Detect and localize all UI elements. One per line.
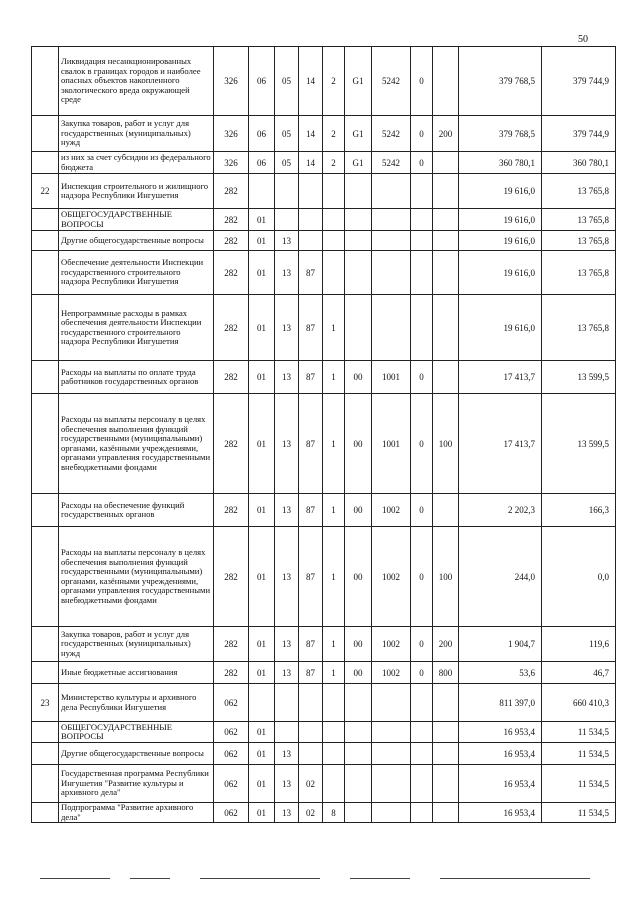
amount-executed: 13 599,5 bbox=[542, 361, 616, 394]
code-cell bbox=[433, 152, 459, 174]
row-number bbox=[32, 765, 59, 803]
code-cell: 01 bbox=[249, 231, 275, 251]
code-cell: 326 bbox=[214, 47, 249, 116]
table-row bbox=[32, 231, 616, 251]
code-cell bbox=[372, 765, 411, 803]
code-cell: 01 bbox=[249, 394, 275, 494]
code-cell bbox=[433, 209, 459, 231]
code-cell: 14 bbox=[299, 116, 323, 152]
code-cell: 00 bbox=[345, 361, 372, 394]
item-name: ОБЩЕГОСУДАРСТВЕННЫЕ ВОПРОСЫ bbox=[59, 722, 214, 743]
code-cell bbox=[433, 743, 459, 765]
footer-line bbox=[40, 878, 110, 879]
code-cell: 2 bbox=[323, 152, 345, 174]
code-cell: 326 bbox=[214, 116, 249, 152]
code-cell: 0 bbox=[411, 47, 433, 116]
table-row bbox=[32, 803, 616, 823]
code-cell: 00 bbox=[345, 394, 372, 494]
table-row bbox=[32, 684, 616, 722]
code-cell bbox=[433, 361, 459, 394]
row-number: 22 bbox=[32, 174, 59, 209]
item-name: ОБЩЕГОСУДАРСТВЕННЫЕ ВОПРОСЫ bbox=[59, 209, 214, 231]
code-cell: 200 bbox=[433, 116, 459, 152]
row-number bbox=[32, 209, 59, 231]
code-cell: 01 bbox=[249, 251, 275, 295]
code-cell: 00 bbox=[345, 494, 372, 527]
code-cell: 0 bbox=[411, 494, 433, 527]
code-cell bbox=[345, 803, 372, 823]
code-cell: 01 bbox=[249, 361, 275, 394]
code-cell: 800 bbox=[433, 662, 459, 684]
code-cell: 13 bbox=[275, 527, 299, 627]
code-cell bbox=[433, 684, 459, 722]
amount-executed: 379 744,9 bbox=[542, 116, 616, 152]
row-number bbox=[32, 527, 59, 627]
amount-executed: 13 599,5 bbox=[542, 394, 616, 494]
amount-planned: 19 616,0 bbox=[459, 251, 542, 295]
code-cell bbox=[323, 251, 345, 295]
code-cell: 5242 bbox=[372, 152, 411, 174]
amount-planned: 811 397,0 bbox=[459, 684, 542, 722]
code-cell: 01 bbox=[249, 765, 275, 803]
code-cell bbox=[433, 803, 459, 823]
code-cell: 1 bbox=[323, 494, 345, 527]
code-cell: 326 bbox=[214, 152, 249, 174]
code-cell: 01 bbox=[249, 722, 275, 743]
item-name: Подпрограмма "Развитие архивного дела" bbox=[59, 803, 214, 823]
code-cell bbox=[299, 743, 323, 765]
code-cell bbox=[433, 494, 459, 527]
amount-planned: 244,0 bbox=[459, 527, 542, 627]
code-cell: 062 bbox=[214, 684, 249, 722]
code-cell: 01 bbox=[249, 803, 275, 823]
code-cell bbox=[433, 231, 459, 251]
footer-line bbox=[440, 878, 590, 879]
item-name: из них за счет субсидии из федерального бюджета bbox=[59, 152, 214, 174]
code-cell: G1 bbox=[345, 116, 372, 152]
code-cell: 0 bbox=[411, 627, 433, 662]
row-number bbox=[32, 47, 59, 116]
code-cell bbox=[411, 174, 433, 209]
code-cell: 8 bbox=[323, 803, 345, 823]
row-number bbox=[32, 116, 59, 152]
item-name: Закупка товаров, работ и услуг для государственных (муниципальных) нужд bbox=[59, 627, 214, 662]
table-row bbox=[32, 295, 616, 361]
amount-planned: 53,6 bbox=[459, 662, 542, 684]
table-row bbox=[32, 152, 616, 174]
amount-planned: 16 953,4 bbox=[459, 722, 542, 743]
amount-planned: 16 953,4 bbox=[459, 765, 542, 803]
code-cell: 1 bbox=[323, 662, 345, 684]
code-cell: 13 bbox=[275, 251, 299, 295]
code-cell: 1001 bbox=[372, 394, 411, 494]
code-cell: 87 bbox=[299, 627, 323, 662]
item-name: Иные бюджетные ассигнования bbox=[59, 662, 214, 684]
code-cell: 282 bbox=[214, 361, 249, 394]
row-number bbox=[32, 295, 59, 361]
amount-executed: 11 534,5 bbox=[542, 803, 616, 823]
code-cell: 100 bbox=[433, 394, 459, 494]
code-cell bbox=[345, 174, 372, 209]
code-cell: 5242 bbox=[372, 116, 411, 152]
amount-planned: 360 780,1 bbox=[459, 152, 542, 174]
code-cell: 5242 bbox=[372, 47, 411, 116]
code-cell bbox=[323, 743, 345, 765]
table-row bbox=[32, 361, 616, 394]
code-cell: 13 bbox=[275, 627, 299, 662]
amount-planned: 16 953,4 bbox=[459, 803, 542, 823]
code-cell: 0 bbox=[411, 527, 433, 627]
code-cell bbox=[323, 722, 345, 743]
amount-executed: 13 765,8 bbox=[542, 209, 616, 231]
code-cell: 100 bbox=[433, 527, 459, 627]
code-cell bbox=[323, 684, 345, 722]
row-number bbox=[32, 722, 59, 743]
row-number bbox=[32, 803, 59, 823]
amount-planned: 2 202,3 bbox=[459, 494, 542, 527]
code-cell: 13 bbox=[275, 231, 299, 251]
item-name: Расходы на обеспечение функций государственных органов bbox=[59, 494, 214, 527]
code-cell: 0 bbox=[411, 394, 433, 494]
code-cell: 062 bbox=[214, 743, 249, 765]
code-cell: 13 bbox=[275, 743, 299, 765]
amount-executed: 360 780,1 bbox=[542, 152, 616, 174]
code-cell bbox=[345, 251, 372, 295]
code-cell: 1002 bbox=[372, 494, 411, 527]
code-cell bbox=[372, 231, 411, 251]
code-cell bbox=[323, 231, 345, 251]
amount-planned: 379 768,5 bbox=[459, 47, 542, 116]
item-name: Инспекция строительного и жилищного надзора Республики Ингушетия bbox=[59, 174, 214, 209]
code-cell: 13 bbox=[275, 803, 299, 823]
code-cell: 01 bbox=[249, 662, 275, 684]
code-cell bbox=[411, 209, 433, 231]
code-cell bbox=[372, 295, 411, 361]
amount-executed: 119,6 bbox=[542, 627, 616, 662]
code-cell: 282 bbox=[214, 494, 249, 527]
code-cell bbox=[433, 295, 459, 361]
code-cell: 13 bbox=[275, 662, 299, 684]
footer-line bbox=[200, 878, 320, 879]
amount-executed: 0,0 bbox=[542, 527, 616, 627]
code-cell bbox=[299, 209, 323, 231]
amount-executed: 11 534,5 bbox=[542, 722, 616, 743]
code-cell bbox=[275, 174, 299, 209]
amount-executed: 11 534,5 bbox=[542, 765, 616, 803]
code-cell: 282 bbox=[214, 295, 249, 361]
code-cell: 062 bbox=[214, 765, 249, 803]
code-cell: 02 bbox=[299, 765, 323, 803]
code-cell: 13 bbox=[275, 394, 299, 494]
code-cell bbox=[433, 174, 459, 209]
amount-executed: 11 534,5 bbox=[542, 743, 616, 765]
code-cell: 0 bbox=[411, 152, 433, 174]
code-cell: 13 bbox=[275, 295, 299, 361]
code-cell: 14 bbox=[299, 152, 323, 174]
code-cell: 062 bbox=[214, 803, 249, 823]
code-cell: 01 bbox=[249, 295, 275, 361]
code-cell: 87 bbox=[299, 251, 323, 295]
code-cell bbox=[372, 174, 411, 209]
row-number bbox=[32, 251, 59, 295]
code-cell: 062 bbox=[214, 722, 249, 743]
code-cell bbox=[411, 251, 433, 295]
amount-planned: 17 413,7 bbox=[459, 394, 542, 494]
code-cell: 87 bbox=[299, 361, 323, 394]
code-cell bbox=[299, 722, 323, 743]
code-cell bbox=[411, 684, 433, 722]
code-cell bbox=[249, 684, 275, 722]
code-cell bbox=[372, 722, 411, 743]
code-cell: 01 bbox=[249, 494, 275, 527]
item-name: Обеспечение деятельности Инспекции государственного строительного надзора Республики Ингушетия bbox=[59, 251, 214, 295]
code-cell bbox=[372, 803, 411, 823]
row-number bbox=[32, 627, 59, 662]
code-cell: 05 bbox=[275, 152, 299, 174]
code-cell bbox=[345, 209, 372, 231]
table-row bbox=[32, 722, 616, 743]
row-number bbox=[32, 743, 59, 765]
code-cell: 282 bbox=[214, 174, 249, 209]
item-name: Другие общегосударственные вопросы bbox=[59, 231, 214, 251]
code-cell: 06 bbox=[249, 47, 275, 116]
code-cell: 0 bbox=[411, 361, 433, 394]
row-number bbox=[32, 361, 59, 394]
code-cell bbox=[372, 684, 411, 722]
item-name: Закупка товаров, работ и услуг для государственных (муниципальных) нужд bbox=[59, 116, 214, 152]
code-cell: 06 bbox=[249, 116, 275, 152]
code-cell: 1001 bbox=[372, 361, 411, 394]
code-cell bbox=[275, 722, 299, 743]
code-cell: 05 bbox=[275, 116, 299, 152]
amount-planned: 17 413,7 bbox=[459, 361, 542, 394]
code-cell: 87 bbox=[299, 527, 323, 627]
code-cell bbox=[345, 765, 372, 803]
code-cell: 2 bbox=[323, 47, 345, 116]
item-name: Расходы на выплаты персоналу в целях обеспечения выполнения функций государственными (муниципальными) органами, казёнными учреждениями, органами управления государственными внебюджетными фондами bbox=[59, 394, 214, 494]
amount-executed: 13 765,8 bbox=[542, 174, 616, 209]
table-row bbox=[32, 627, 616, 662]
code-cell bbox=[433, 251, 459, 295]
code-cell bbox=[275, 684, 299, 722]
code-cell: 02 bbox=[299, 803, 323, 823]
row-number bbox=[32, 231, 59, 251]
row-number bbox=[32, 394, 59, 494]
amount-planned: 16 953,4 bbox=[459, 743, 542, 765]
footer-line bbox=[350, 878, 410, 879]
table-row bbox=[32, 662, 616, 684]
table-row bbox=[32, 47, 616, 116]
code-cell: 282 bbox=[214, 251, 249, 295]
code-cell: 87 bbox=[299, 295, 323, 361]
amount-executed: 379 744,9 bbox=[542, 47, 616, 116]
table-row bbox=[32, 251, 616, 295]
code-cell: 1 bbox=[323, 627, 345, 662]
code-cell bbox=[299, 174, 323, 209]
amount-planned: 19 616,0 bbox=[459, 295, 542, 361]
table-row bbox=[32, 527, 616, 627]
amount-executed: 13 765,8 bbox=[542, 231, 616, 251]
code-cell: 200 bbox=[433, 627, 459, 662]
code-cell: 1 bbox=[323, 527, 345, 627]
code-cell bbox=[433, 765, 459, 803]
code-cell: 14 bbox=[299, 47, 323, 116]
amount-planned: 379 768,5 bbox=[459, 116, 542, 152]
code-cell: 13 bbox=[275, 494, 299, 527]
code-cell bbox=[372, 251, 411, 295]
code-cell: 13 bbox=[275, 765, 299, 803]
code-cell bbox=[323, 209, 345, 231]
page-number: 50 bbox=[578, 34, 588, 45]
code-cell bbox=[411, 743, 433, 765]
code-cell bbox=[299, 684, 323, 722]
code-cell: 01 bbox=[249, 743, 275, 765]
amount-executed: 660 410,3 bbox=[542, 684, 616, 722]
row-number bbox=[32, 662, 59, 684]
code-cell bbox=[323, 174, 345, 209]
row-number bbox=[32, 152, 59, 174]
amount-planned: 19 616,0 bbox=[459, 174, 542, 209]
code-cell bbox=[345, 231, 372, 251]
code-cell: 00 bbox=[345, 662, 372, 684]
code-cell bbox=[433, 722, 459, 743]
amount-planned: 19 616,0 bbox=[459, 231, 542, 251]
code-cell bbox=[299, 231, 323, 251]
code-cell: 282 bbox=[214, 231, 249, 251]
code-cell: 1002 bbox=[372, 527, 411, 627]
code-cell bbox=[275, 209, 299, 231]
code-cell bbox=[323, 765, 345, 803]
amount-executed: 13 765,8 bbox=[542, 295, 616, 361]
code-cell bbox=[411, 231, 433, 251]
amount-planned: 19 616,0 bbox=[459, 209, 542, 231]
code-cell: 01 bbox=[249, 527, 275, 627]
row-number: 23 bbox=[32, 684, 59, 722]
item-name: Государственная программа Республики Ингушетия "Развитие культуры и архивного дела" bbox=[59, 765, 214, 803]
code-cell: 06 bbox=[249, 152, 275, 174]
code-cell: 282 bbox=[214, 394, 249, 494]
code-cell: 01 bbox=[249, 209, 275, 231]
code-cell: 87 bbox=[299, 394, 323, 494]
code-cell bbox=[411, 803, 433, 823]
code-cell: 1 bbox=[323, 361, 345, 394]
table-row bbox=[32, 209, 616, 231]
amount-executed: 166,3 bbox=[542, 494, 616, 527]
code-cell bbox=[433, 47, 459, 116]
code-cell: 87 bbox=[299, 662, 323, 684]
code-cell: G1 bbox=[345, 152, 372, 174]
item-name: Расходы на выплаты по оплате труда работников государственных органов bbox=[59, 361, 214, 394]
table-row bbox=[32, 174, 616, 209]
code-cell: 282 bbox=[214, 662, 249, 684]
code-cell bbox=[372, 743, 411, 765]
code-cell: 1 bbox=[323, 295, 345, 361]
amount-executed: 13 765,8 bbox=[542, 251, 616, 295]
footer-line bbox=[130, 878, 170, 879]
code-cell: 0 bbox=[411, 116, 433, 152]
table-row bbox=[32, 116, 616, 152]
code-cell bbox=[345, 722, 372, 743]
code-cell bbox=[372, 209, 411, 231]
code-cell bbox=[345, 295, 372, 361]
code-cell: 1 bbox=[323, 394, 345, 494]
item-name: Непрограммные расходы в рамках обеспечения деятельности Инспекции государственного строительного надзора Республики Ингушетия bbox=[59, 295, 214, 361]
code-cell bbox=[345, 743, 372, 765]
code-cell: 05 bbox=[275, 47, 299, 116]
item-name: Другие общегосударственные вопросы bbox=[59, 743, 214, 765]
amount-executed: 46,7 bbox=[542, 662, 616, 684]
code-cell: 00 bbox=[345, 527, 372, 627]
code-cell bbox=[249, 174, 275, 209]
code-cell: 2 bbox=[323, 116, 345, 152]
code-cell: 282 bbox=[214, 627, 249, 662]
amount-planned: 1 904,7 bbox=[459, 627, 542, 662]
code-cell: 1002 bbox=[372, 627, 411, 662]
item-name: Расходы на выплаты персоналу в целях обеспечения выполнения функций государственными (муниципальными) органами, казёнными учреждениями, органами управления государственными внебюджетными фондами bbox=[59, 527, 214, 627]
table-row bbox=[32, 743, 616, 765]
code-cell: 01 bbox=[249, 627, 275, 662]
code-cell: G1 bbox=[345, 47, 372, 116]
code-cell bbox=[411, 722, 433, 743]
table-row bbox=[32, 494, 616, 527]
code-cell: 87 bbox=[299, 494, 323, 527]
table-row bbox=[32, 765, 616, 803]
code-cell: 1002 bbox=[372, 662, 411, 684]
item-name: Ликвидация несанкционированных свалок в границах городов и наиболее опасных объектов накопленного экологического вреда окружающей среде bbox=[59, 47, 214, 116]
code-cell: 282 bbox=[214, 209, 249, 231]
code-cell: 13 bbox=[275, 361, 299, 394]
item-name: Министерство культуры и архивного дела Республики Ингушетия bbox=[59, 684, 214, 722]
code-cell bbox=[411, 295, 433, 361]
row-number bbox=[32, 494, 59, 527]
code-cell bbox=[411, 765, 433, 803]
code-cell: 282 bbox=[214, 527, 249, 627]
code-cell: 0 bbox=[411, 662, 433, 684]
budget-table bbox=[31, 46, 616, 823]
table-row bbox=[32, 394, 616, 494]
code-cell: 00 bbox=[345, 627, 372, 662]
code-cell bbox=[345, 684, 372, 722]
